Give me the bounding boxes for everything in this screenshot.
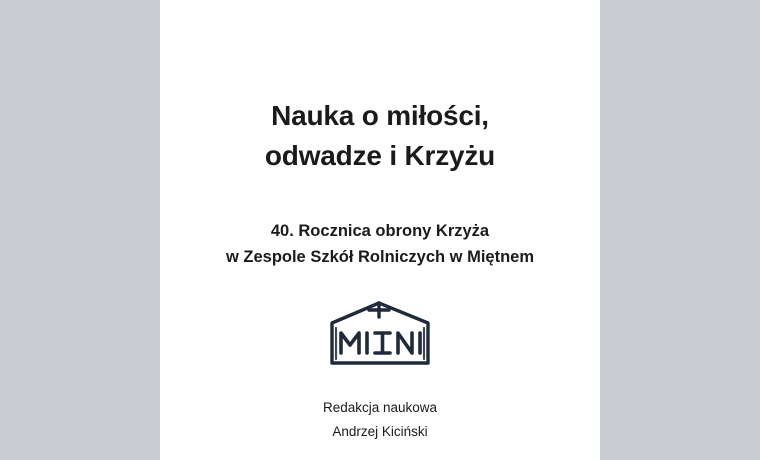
logo-container <box>320 296 440 368</box>
page-title-line-1: Nauka o miłości, <box>271 100 489 131</box>
page-subtitle-line-1: 40. Rocznica obrony Krzyża <box>270 221 490 240</box>
page-subtitle-line-2: w Zespole Szkół Rolniczych w Miętnem <box>225 247 535 266</box>
credits-role: Redakcja naukowa <box>322 400 438 416</box>
mietne-house-stamp-logo-icon <box>322 297 438 367</box>
page-subtitle <box>160 218 600 271</box>
credits-block <box>160 396 600 442</box>
credits-name: Andrzej Kiciński <box>332 423 428 439</box>
book-cover-page <box>160 0 600 460</box>
page-title <box>160 96 600 176</box>
page-title-line-2: odwadze i Krzyżu <box>264 139 496 171</box>
